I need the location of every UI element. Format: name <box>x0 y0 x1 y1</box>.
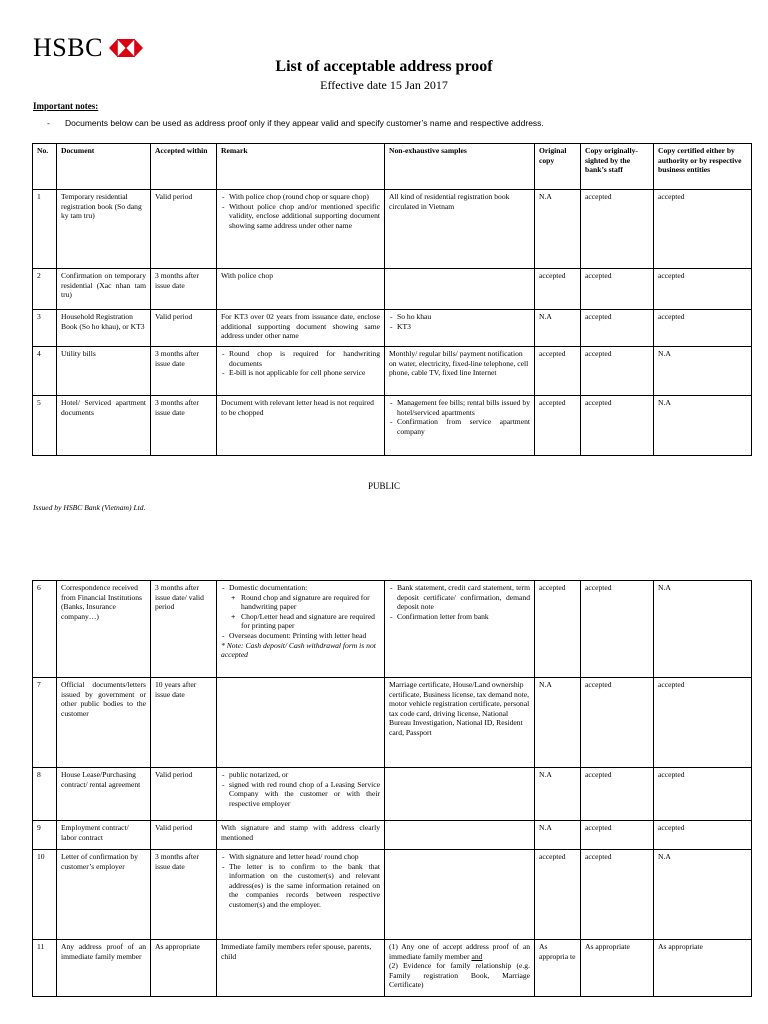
cell-remark <box>217 768 385 821</box>
cell-remark <box>217 190 385 269</box>
header-original: Original copy <box>535 144 581 190</box>
header-accepted: Accepted within <box>151 144 217 190</box>
cell-samples <box>385 581 535 678</box>
cell-samples <box>385 821 535 850</box>
classification-label: PUBLIC <box>367 481 400 491</box>
cell-no: 5 <box>33 396 57 456</box>
cell-remark <box>217 347 385 396</box>
header-no: No. <box>33 144 57 190</box>
cell-samples <box>385 940 535 997</box>
remark-bullet: - Overseas document: Printing with letter head <box>221 631 380 641</box>
cell-original: N.A <box>535 678 581 768</box>
notes-heading: Important notes: <box>33 101 99 111</box>
cell-sighted: accepted <box>581 850 654 940</box>
cell-samples <box>385 850 535 940</box>
cell-accepted: 3 months after issue date <box>151 396 217 456</box>
hexagon-logo-icon <box>109 39 143 57</box>
header-remark: Remark <box>217 144 385 190</box>
remark-bullet: - Without police chop and/or mentioned specific validity, enclose additional supporting document showing same address under other name <box>221 202 380 231</box>
remark-bullet: - E-bill is not applicable for cell phone service <box>221 368 380 378</box>
cell-certified: accepted <box>654 190 752 269</box>
cell-accepted: As appropriate <box>151 940 217 997</box>
cell-remark <box>217 850 385 940</box>
cell-remark <box>217 678 385 768</box>
cell-no: 3 <box>33 310 57 347</box>
cell-document: Letter of confirmation by customer’s employer <box>57 850 151 940</box>
cell-document: Household Registration Book (So ho khau), or KT3 <box>57 310 151 347</box>
cell-no: 6 <box>33 581 57 678</box>
cell-document: Hotel/ Serviced apartment documents <box>57 396 151 456</box>
cell-document: House Lease/Purchasing contract/ rental agreement <box>57 768 151 821</box>
issued-by: Issued by HSBC Bank (Vietnam) Ltd. <box>33 503 146 512</box>
cell-accepted: Valid period <box>151 768 217 821</box>
remark-bullet: - Round chop is required for handwriting documents <box>221 349 380 368</box>
cell-samples <box>385 396 535 456</box>
cell-samples <box>385 269 535 310</box>
cell-certified: N.A <box>654 850 752 940</box>
cell-original: N.A <box>535 768 581 821</box>
cell-certified: N.A <box>654 347 752 396</box>
cell-original: accepted <box>535 850 581 940</box>
cell-original: accepted <box>535 581 581 678</box>
cell-original: accepted <box>535 347 581 396</box>
cell-certified: N.A <box>654 396 752 456</box>
cell-sighted: accepted <box>581 347 654 396</box>
cell-document: Official documents/letters issued by government or other public bodies to the customer <box>57 678 151 768</box>
remark-bullet: - The letter is to confirm to the bank that information on the customer(s) and relevant address(es) is the same information retained on the companies records between respective customer(s) and the employer. <box>221 862 380 910</box>
cell-accepted: 3 months after issue date <box>151 347 217 396</box>
cell-samples: Marriage certificate, House/Land ownership certificate, Business license, tax demand note, motor vehicle registration certificate, personal tax code card, driving license, National Bureau Investigation, National ID, Resident card, Passport <box>385 678 535 768</box>
cell-accepted: Valid period <box>151 310 217 347</box>
cell-samples: Monthly/ regular bills/ payment notification on water, electricity, fixed-line telephone, cell phone, cable TV, fixed line Internet <box>385 347 535 396</box>
cell-original: N.A <box>535 190 581 269</box>
cell-document: Any address proof of an immediate family member <box>57 940 151 997</box>
header-document: Document <box>57 144 151 190</box>
cell-sighted: accepted <box>581 581 654 678</box>
cell-no: 10 <box>33 850 57 940</box>
header-sighted: Copy originally-sighted by the bank’s staff <box>581 144 654 190</box>
cell-certified: As appropriate <box>654 940 752 997</box>
cell-certified: accepted <box>654 269 752 310</box>
sample-bullet: - Management fee bills; rental bills issued by hotel/serviced apartments <box>389 398 530 417</box>
remark-bullet: - signed with red round chop of a Leasing Service Company with the customer or with their respective employer <box>221 780 380 809</box>
remark-note: * Note: Cash deposit/ Cash withdrawal form is not accepted <box>221 640 376 660</box>
cell-sighted: accepted <box>581 396 654 456</box>
page-title: List of acceptable address proof <box>275 58 493 75</box>
table-row <box>33 310 752 347</box>
cell-remark: Document with relevant letter head is not required to be chopped <box>217 396 385 456</box>
cell-original: As appropria te <box>535 940 581 997</box>
cell-no: 4 <box>33 347 57 396</box>
cell-accepted: 3 months after issue date <box>151 850 217 940</box>
cell-document: Correspondence received from Financial Institutions (Banks, Insurance company…) <box>57 581 151 678</box>
cell-samples <box>385 768 535 821</box>
cell-accepted: Valid period <box>151 821 217 850</box>
cell-accepted: 3 months after issue date/ valid period <box>151 581 217 678</box>
sample-bullet: - KT3 <box>389 322 530 332</box>
cell-remark <box>217 581 385 678</box>
cell-sighted: accepted <box>581 310 654 347</box>
cell-samples: All kind of residential registration book circulated in Vietnam <box>385 190 535 269</box>
sample-bullet: - Bank statement, credit card statement, term deposit certificate/ confirmation, demand deposit note <box>389 583 530 612</box>
sample-bullet: - Confirmation letter from bank <box>389 612 530 622</box>
cell-document: Utility bills <box>57 347 151 396</box>
cell-accepted: Valid period <box>151 190 217 269</box>
cell-no: 11 <box>33 940 57 997</box>
table-row <box>33 581 752 678</box>
cell-certified: accepted <box>654 768 752 821</box>
logo-text: HSBC <box>33 33 103 62</box>
cell-remark: With signature and stamp with address clearly mentioned <box>217 821 385 850</box>
cell-no: 1 <box>33 190 57 269</box>
cell-remark: With police chop <box>217 269 385 310</box>
cell-remark: For KT3 over 02 years from issuance date, enclose additional supporting document showing same address under other name <box>217 310 385 347</box>
table-row <box>33 850 752 940</box>
cell-accepted: 10 years after issue date <box>151 678 217 768</box>
sample-bullet: - Confirmation from service apartment company <box>389 417 530 436</box>
cell-certified: N.A <box>654 581 752 678</box>
table-row <box>33 768 752 821</box>
cell-sighted: accepted <box>581 190 654 269</box>
note-item: - Documents below can be used as address proof only if they appear valid and specify customer’s name and respective address. <box>47 118 544 128</box>
cell-original: N.A <box>535 310 581 347</box>
cell-sighted: accepted <box>581 678 654 768</box>
cell-document: Confirmation on temporary residential (Xac nhan tam tru) <box>57 269 151 310</box>
header-certified: Copy certified either by authority or by respective business entities <box>654 144 752 190</box>
remark-sub-bullet: + Round chop and signature are required for handwriting paper <box>221 593 380 612</box>
cell-no: 7 <box>33 678 57 768</box>
header-samples: Non-exhaustive samples <box>385 144 535 190</box>
cell-no: 2 <box>33 269 57 310</box>
table-row <box>33 190 752 269</box>
remark-bullet: - Domestic documentation: <box>221 583 380 593</box>
sample-and: and <box>471 951 483 961</box>
sample-line: (2) Evidence for family relationship (e.g. Family registration Book, Marriage Certificate) <box>389 961 530 990</box>
cell-accepted: 3 months after issue date <box>151 269 217 310</box>
cell-certified: accepted <box>654 678 752 768</box>
table-row <box>33 821 752 850</box>
table-row <box>33 940 752 997</box>
cell-original: accepted <box>535 269 581 310</box>
effective-date: Effective date 15 Jan 2017 <box>320 78 448 92</box>
address-proof-table-part-2 <box>32 580 752 997</box>
cell-document: Employment contract/ labor contract <box>57 821 151 850</box>
cell-certified: accepted <box>654 821 752 850</box>
remark-bullet: - With police chop (round chop or square chop) <box>221 192 380 202</box>
cell-original: N.A <box>535 821 581 850</box>
cell-sighted: accepted <box>581 821 654 850</box>
cell-original: accepted <box>535 396 581 456</box>
table-header-row <box>33 144 752 190</box>
table-row <box>33 396 752 456</box>
address-proof-table-part-1 <box>32 143 752 456</box>
cell-samples <box>385 310 535 347</box>
cell-sighted: accepted <box>581 768 654 821</box>
cell-no: 8 <box>33 768 57 821</box>
cell-no: 9 <box>33 821 57 850</box>
remark-bullet: - public notarized, or <box>221 770 380 780</box>
cell-document: Temporary residential registration book (So dang ky tam tru) <box>57 190 151 269</box>
table-row <box>33 347 752 396</box>
cell-sighted: accepted <box>581 269 654 310</box>
remark-sub-bullet: + Chop/Letter head and signature are required for printing paper <box>221 612 380 631</box>
cell-certified: accepted <box>654 310 752 347</box>
table-row <box>33 269 752 310</box>
cell-remark: Immediate family members refer spouse, parents, child <box>217 940 385 997</box>
table-row <box>33 678 752 768</box>
sample-line: (1) Any one of accept address proof of an immediate family member <box>389 942 530 961</box>
sample-bullet: - So ho khau <box>389 312 530 322</box>
remark-bullet: - With signature and letter head/ round chop <box>221 852 380 862</box>
cell-sighted: As appropriate <box>581 940 654 997</box>
